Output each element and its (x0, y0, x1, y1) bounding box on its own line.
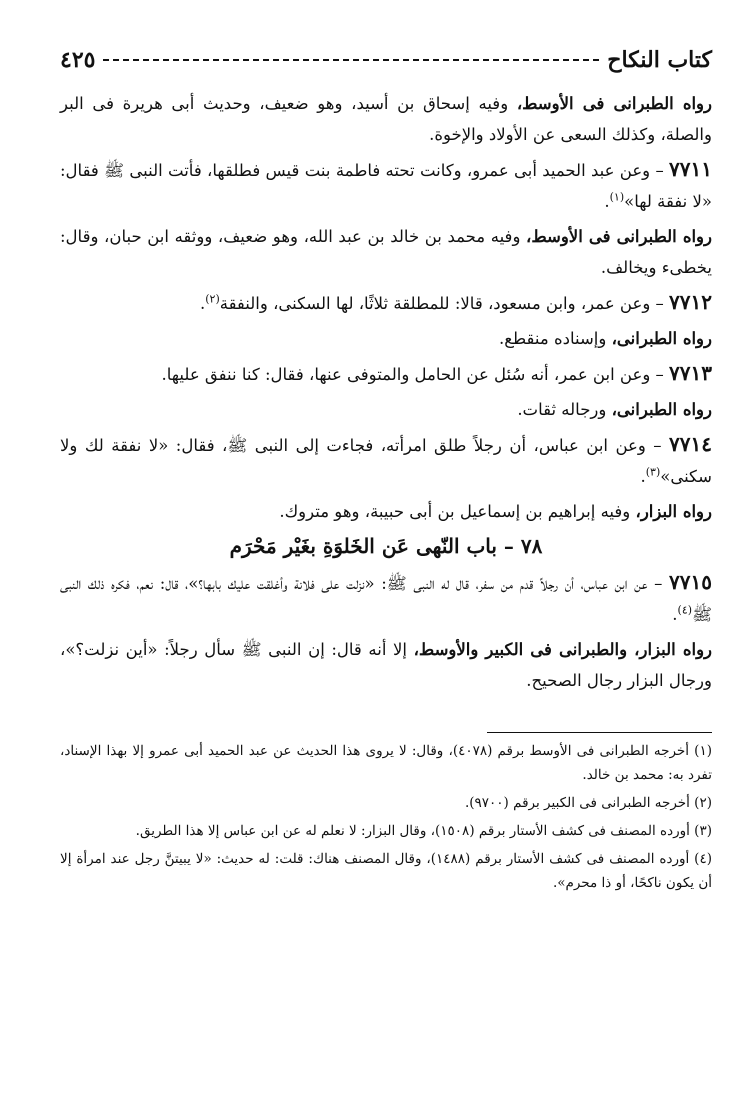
hadith-7713 (60, 358, 712, 390)
hadith-text: – عن ابن عباس، أن رجلاً قدم من سفر، قال له النبى ﷺ: «نزلت على فلانة وأغلقت عليك بابها؟»، قال: نعم، فكره ذلك النبى ﷺ (60, 574, 712, 624)
hadith-7714 (60, 429, 712, 492)
hadith-text: – وعن ابن عباس، أن رجلاً طلق امرأته، فجاءت إلى النبى ﷺ، فقال: «لا نفقة لك ولا سكنى» (60, 436, 712, 486)
hadith-text: – وعن ابن عمر، أنه سُئل عن الحامل والمتوفى عنها، فقال: كنا ننفق عليها. (161, 365, 670, 384)
narration-comment: وفيه إسحاق بن أسيد، وهو ضعيف، وحديث أبى هريرة فى البر والصلة، وكذلك السعى عن الأولاد والإخوة. (60, 94, 712, 144)
footnote-ref: (٣) (645, 465, 661, 479)
narration-source: رواه الطبرانى، (611, 400, 712, 419)
narration-note (60, 634, 712, 696)
chapter-heading: ٧٨ – باب النّهى عَن الخَلوَةِ بغَيْر مَحْرَم (229, 534, 543, 558)
hadith-end: . (672, 605, 678, 624)
narration-comment: وفيه إبراهيم بن إسماعيل بن أبى حبيبة، وهو متروك. (279, 502, 636, 521)
narration-source: رواه الطبرانى، (611, 329, 712, 348)
narration-note (60, 88, 712, 150)
hadith-text: – وعن عمر، وابن مسعود، قالا: للمطلقة ثلاثًا، لها السكنى، والنفقة (219, 294, 670, 313)
narration-comment: ورجاله ثقات. (517, 400, 612, 419)
narration-comment: وإسناده منقطع. (499, 329, 612, 348)
narration-source: رواه البزار، والطبرانى فى الكبير والأوسط، (413, 640, 712, 659)
hadith-end: . (640, 467, 646, 486)
book-page (60, 40, 712, 1075)
narration-source: رواه البزار، (635, 502, 712, 521)
page-number: ٤٢٥ (60, 47, 96, 73)
narration-note (60, 323, 712, 354)
narration-source: رواه الطبرانى فى الأوسط، (516, 94, 712, 113)
footnote-4: (٤) أورده المصنف فى كشف الأستار برقم (١٤٨٨)، وقال المصنف هناك: قلت: له حديث: «لا يبيتنَّ رجل عند امرأة إلا أن يكون ناكحًا، أو ذا محرم». (60, 851, 712, 891)
footnote-ref: (١) (609, 190, 625, 204)
narration-comment: إلا أنه قال: إن النبى ﷺ سأل رجلاً: «أين نزلت؟»، ورجال البزار رجال الصحيح. (60, 640, 712, 690)
footnote-separator (487, 732, 712, 733)
narration-source: رواه الطبرانى فى الأوسط، (526, 227, 712, 246)
hadith-number: ٧٧١٤ (669, 432, 712, 456)
hadith-text: – وعن عبد الحميد أبى عمرو، وكانت تحته فاطمة بنت قيس فطلقها، فأتت النبى ﷺ فقال: «لا نفقة لها» (60, 161, 712, 211)
hadith-end: . (604, 192, 610, 211)
header-dashed-rule (103, 59, 599, 61)
narration-note (60, 394, 712, 425)
book-section-title: كتاب النكاح (607, 47, 712, 73)
running-header (60, 40, 712, 80)
narration-note (60, 496, 712, 527)
footnote-2: (٢) أخرجه الطبرانى فى الكبير برقم (٩٧٠٠). (464, 795, 712, 811)
narration-note (60, 221, 712, 283)
hadith-end: . (199, 294, 206, 313)
narration-comment: وفيه محمد بن خالد بن عبد الله، وهو ضعيف، ووثقه ابن حبان، وقال: يخطىء ويخالف. (60, 227, 712, 277)
hadith-number: ٧٧١٢ (669, 290, 712, 314)
hadith-7712 (60, 287, 712, 319)
main-text (60, 88, 712, 696)
footnotes (60, 739, 712, 895)
hadith-number: ٧٧١٣ (669, 361, 712, 385)
footnote-1: (١) أخرجه الطبرانى فى الأوسط برقم (٤٠٧٨)، وقال: لا يروى هذا الحديث عن عبد الحميد أبى عمرو إلا بهذا الإسناد، تفرد به: محمد بن خالد. (60, 743, 712, 783)
footnote-ref: (٢) (205, 292, 220, 306)
hadith-number: ٧٧١١ (669, 157, 712, 181)
hadith-number: ٧٧١٥ (669, 570, 712, 594)
footnote-3: (٣) أورده المصنف فى كشف الأستار برقم (١٥٠٨)، وقال البزار: لا نعلم له عن ابن عباس إلا هذا الطريق. (135, 823, 712, 839)
hadith-7715 (60, 567, 712, 630)
footnote-ref: (٤) (677, 603, 693, 617)
hadith-7711 (60, 154, 712, 217)
